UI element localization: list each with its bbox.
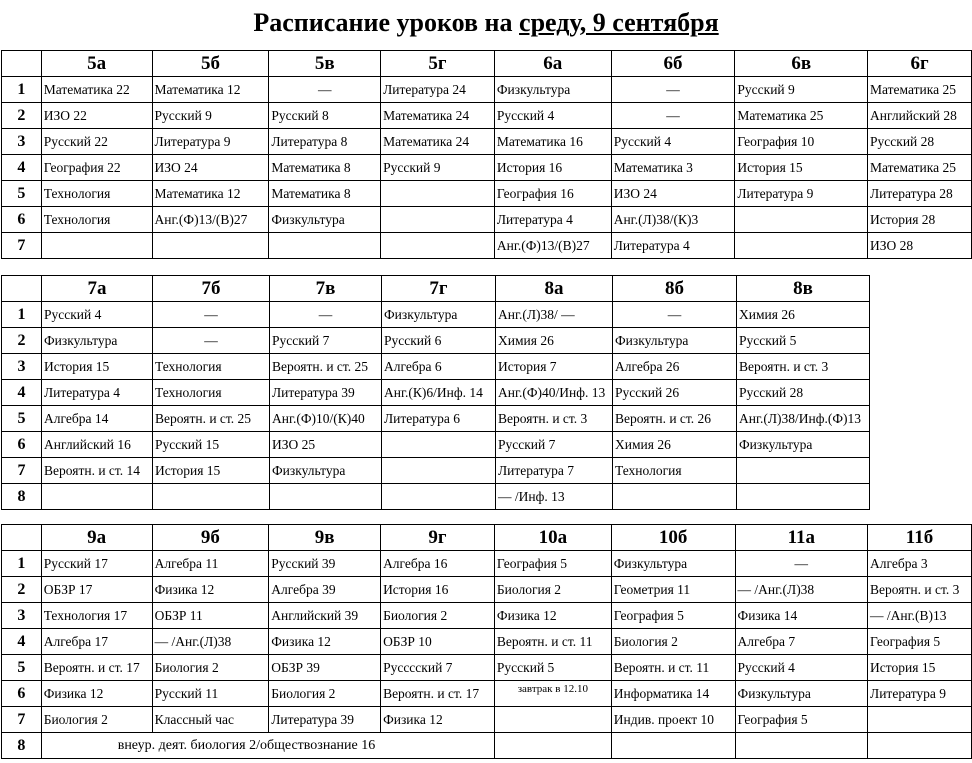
class-header: 9в [269, 525, 381, 551]
lesson-cell: Анг.(Л)38/(К)3 [611, 207, 735, 233]
lesson-row [2, 733, 972, 759]
lesson-cell: Русский 26 [613, 380, 737, 406]
lesson-cell: Математика 25 [868, 155, 972, 181]
class-header: 5г [381, 51, 495, 77]
lesson-cell: Алгебра 17 [41, 629, 152, 655]
lesson-cell: Вероятн. и ст. 3 [737, 354, 870, 380]
lesson-cell: Вероятн. и ст. 3 [868, 577, 972, 603]
lesson-number: 7 [2, 233, 42, 259]
lesson-cell: Информатика 14 [611, 681, 735, 707]
lesson-cell: ОБЗР 17 [41, 577, 152, 603]
lesson-cell: — /Анг.(В)13 [868, 603, 972, 629]
lesson-cell: География 22 [41, 155, 152, 181]
class-header: 7в [270, 276, 382, 302]
class-header: 7б [153, 276, 270, 302]
lesson-row [2, 458, 870, 484]
lesson-number: 5 [2, 406, 42, 432]
lesson-cell [381, 207, 495, 233]
lesson-cell: Литература 28 [868, 181, 972, 207]
lesson-cell: — /Инф. 13 [496, 484, 613, 510]
corner-cell [2, 51, 42, 77]
lesson-number: 2 [2, 328, 42, 354]
header-row [2, 51, 972, 77]
lesson-cell: Анг.(Л)38/ — [496, 302, 613, 328]
lesson-cell: — [269, 77, 381, 103]
lesson-cell: Литература 39 [270, 380, 382, 406]
lesson-cell: — [270, 302, 382, 328]
lesson-cell: История 15 [42, 354, 153, 380]
lesson-cell: Физика 12 [152, 577, 269, 603]
lesson-cell: ОБЗР 10 [381, 629, 495, 655]
lesson-cell: Анг.(Ф)40/Инф. 13 [496, 380, 613, 406]
lesson-cell: Алгебра 16 [381, 551, 495, 577]
lesson-cell: Анг.(К)6/Инф. 14 [382, 380, 496, 406]
lesson-cell: Индив. проект 10 [611, 707, 735, 733]
lesson-cell: Физика 12 [494, 603, 611, 629]
lesson-number: 5 [2, 655, 42, 681]
lesson-cell: — [613, 302, 737, 328]
lesson-cell: География 5 [868, 629, 972, 655]
lesson-cell [269, 233, 381, 259]
lesson-cell [153, 484, 270, 510]
lesson-cell [42, 484, 153, 510]
lesson-cell: Математика 24 [381, 103, 495, 129]
lesson-cell: — /Анг.(Л)38 [735, 577, 868, 603]
lesson-cell: Технология 17 [41, 603, 152, 629]
lesson-cell: Русский 11 [152, 681, 269, 707]
lesson-cell: Алгебра 26 [613, 354, 737, 380]
lesson-number: 1 [2, 551, 42, 577]
corner-cell [2, 525, 42, 551]
lesson-cell: Технология [613, 458, 737, 484]
header-row [2, 525, 972, 551]
lesson-cell: Вероятн. и ст. 11 [494, 629, 611, 655]
lesson-cell [735, 207, 868, 233]
lesson-cell: Русский 39 [269, 551, 381, 577]
lesson-cell: Классный час [152, 707, 269, 733]
lesson-cell: Геометрия 11 [611, 577, 735, 603]
lesson-cell: Химия 26 [613, 432, 737, 458]
lesson-cell: Литература 39 [269, 707, 381, 733]
lesson-cell: Анг.(Л)38/Инф.(Ф)13 [737, 406, 870, 432]
schedule-table-7-8 [1, 275, 870, 510]
lesson-number: 3 [2, 354, 42, 380]
lesson-cell: Технология [153, 354, 270, 380]
lesson-row [2, 233, 972, 259]
lesson-cell: История 7 [496, 354, 613, 380]
lesson-cell: География 5 [611, 603, 735, 629]
lesson-cell: География 16 [494, 181, 611, 207]
lesson-cell [382, 432, 496, 458]
lesson-number: 3 [2, 603, 42, 629]
schedule-table-5-6 [1, 50, 972, 259]
lesson-cell [735, 733, 868, 759]
lesson-cell: Литература 9 [868, 681, 972, 707]
class-header: 6г [868, 51, 972, 77]
lesson-number: 6 [2, 432, 42, 458]
lesson-row [2, 155, 972, 181]
lesson-cell: Математика 3 [611, 155, 735, 181]
lesson-cell: Русский 17 [41, 551, 152, 577]
lesson-cell: Физкультура [735, 681, 868, 707]
lesson-cell: Русский 5 [494, 655, 611, 681]
lesson-cell: Литература 8 [269, 129, 381, 155]
lesson-cell [381, 233, 495, 259]
lesson-number: 1 [2, 302, 42, 328]
lesson-cell: Литература 4 [494, 207, 611, 233]
lesson-cell: Математика 12 [152, 181, 269, 207]
lesson-cell: ИЗО 28 [868, 233, 972, 259]
lesson-cell: ИЗО 25 [270, 432, 382, 458]
lesson-row [2, 681, 972, 707]
extracurricular-note: внеур. деят. биология 2/обществознание 16 [41, 733, 494, 759]
lesson-cell: Русский 4 [42, 302, 153, 328]
lesson-cell: Алгебра 39 [269, 577, 381, 603]
class-header: 6б [611, 51, 735, 77]
lesson-cell: Математика 8 [269, 155, 381, 181]
lesson-cell: История 28 [868, 207, 972, 233]
lesson-cell: — [611, 77, 735, 103]
lesson-cell [270, 484, 382, 510]
lesson-number: 8 [2, 733, 42, 759]
lesson-cell: Вероятн. и ст. 11 [611, 655, 735, 681]
lesson-cell: Русский 15 [153, 432, 270, 458]
lesson-row [2, 551, 972, 577]
lesson-cell: Литература 4 [42, 380, 153, 406]
lesson-cell: Математика 12 [152, 77, 269, 103]
class-header: 11а [735, 525, 868, 551]
lesson-row [2, 484, 870, 510]
lesson-cell [494, 733, 611, 759]
lesson-cell: Технология [41, 207, 152, 233]
lesson-cell: Биология 2 [41, 707, 152, 733]
lesson-cell: Вероятн. и ст. 26 [613, 406, 737, 432]
header-row [2, 276, 870, 302]
lesson-cell: Анг.(Ф)13/(В)27 [152, 207, 269, 233]
lesson-cell: История 15 [153, 458, 270, 484]
lesson-cell: Алгебра 14 [42, 406, 153, 432]
title-day: среду, 9 сентября [519, 8, 719, 37]
lesson-cell: Физкультура [269, 207, 381, 233]
lesson-cell: Физкультура [611, 551, 735, 577]
class-header: 8б [613, 276, 737, 302]
lesson-row [2, 577, 972, 603]
class-header: 5в [269, 51, 381, 77]
lesson-cell: Химия 26 [737, 302, 870, 328]
lesson-row [2, 629, 972, 655]
lesson-row [2, 707, 972, 733]
class-header: 6а [494, 51, 611, 77]
lesson-cell: Математика 8 [269, 181, 381, 207]
class-header: 7а [42, 276, 153, 302]
lesson-cell: Вероятн. и ст. 14 [42, 458, 153, 484]
lesson-cell: Математика 24 [381, 129, 495, 155]
lesson-cell: Вероятн. и ст. 17 [381, 681, 495, 707]
lesson-cell: Физкультура [494, 77, 611, 103]
lesson-cell: Математика 16 [494, 129, 611, 155]
lesson-cell: Вероятн. и ст. 25 [270, 354, 382, 380]
lesson-number: 8 [2, 484, 42, 510]
lesson-cell: Физкультура [613, 328, 737, 354]
lesson-cell: Математика 22 [41, 77, 152, 103]
lesson-cell: Биология 2 [269, 681, 381, 707]
lesson-cell: ОБЗР 11 [152, 603, 269, 629]
lesson-number: 4 [2, 380, 42, 406]
class-header: 8а [496, 276, 613, 302]
class-header: 9г [381, 525, 495, 551]
lesson-cell: Английский 39 [269, 603, 381, 629]
page-title [0, 8, 972, 38]
lesson-cell: Русссский 7 [381, 655, 495, 681]
class-header: 6в [735, 51, 868, 77]
lesson-cell: завтрак в 12.10 [494, 681, 611, 707]
lesson-cell: Биология 2 [494, 577, 611, 603]
class-header: 10б [611, 525, 735, 551]
lesson-row [2, 406, 870, 432]
lesson-row [2, 207, 972, 233]
lesson-cell: Физика 12 [41, 681, 152, 707]
class-header: 9б [152, 525, 269, 551]
lesson-row [2, 77, 972, 103]
lesson-cell: Русский 9 [152, 103, 269, 129]
lesson-cell: Физкультура [42, 328, 153, 354]
lesson-cell: Алгебра 7 [735, 629, 868, 655]
lesson-cell: Русский 9 [381, 155, 495, 181]
lesson-cell: — [153, 302, 270, 328]
lesson-cell: Русский 4 [494, 103, 611, 129]
title-prefix: Расписание уроков на [253, 8, 520, 37]
schedule-table-9-11 [1, 524, 972, 759]
lesson-cell: Алгебра 3 [868, 551, 972, 577]
lesson-cell [613, 484, 737, 510]
lesson-cell: География 5 [735, 707, 868, 733]
lesson-cell: Литература 9 [735, 181, 868, 207]
lesson-cell: Математика 25 [868, 77, 972, 103]
lesson-cell: ОБЗР 39 [269, 655, 381, 681]
lesson-cell: Вероятн. и ст. 17 [41, 655, 152, 681]
lesson-cell [152, 233, 269, 259]
lesson-cell: Английский 16 [42, 432, 153, 458]
class-header: 7г [382, 276, 496, 302]
lesson-cell: История 15 [735, 155, 868, 181]
lesson-number: 7 [2, 707, 42, 733]
lesson-cell: — [611, 103, 735, 129]
lesson-cell: Вероятн. и ст. 3 [496, 406, 613, 432]
lesson-cell [41, 233, 152, 259]
lesson-cell: Русский 9 [735, 77, 868, 103]
class-header: 10а [494, 525, 611, 551]
lesson-number: 6 [2, 207, 42, 233]
lesson-cell [737, 484, 870, 510]
lesson-cell [868, 733, 972, 759]
lesson-number: 2 [2, 103, 42, 129]
lesson-cell: Вероятн. и ст. 25 [153, 406, 270, 432]
lesson-cell: География 10 [735, 129, 868, 155]
lesson-cell: Технология [153, 380, 270, 406]
corner-cell [2, 276, 42, 302]
lesson-cell: История 16 [381, 577, 495, 603]
lesson-cell: Физика 12 [381, 707, 495, 733]
class-header: 11б [868, 525, 972, 551]
lesson-cell: Русский 4 [735, 655, 868, 681]
lesson-cell: История 16 [494, 155, 611, 181]
lesson-cell: Английский 28 [868, 103, 972, 129]
lesson-number: 4 [2, 629, 42, 655]
lesson-cell: Математика 25 [735, 103, 868, 129]
lesson-cell: Физкультура [382, 302, 496, 328]
lesson-cell: Русский 28 [737, 380, 870, 406]
lesson-number: 6 [2, 681, 42, 707]
lesson-row [2, 302, 870, 328]
lesson-number: 4 [2, 155, 42, 181]
lesson-row [2, 380, 870, 406]
class-header: 5б [152, 51, 269, 77]
lesson-cell: Русский 28 [868, 129, 972, 155]
lesson-cell: Русский 7 [270, 328, 382, 354]
lesson-cell: Физика 14 [735, 603, 868, 629]
lesson-cell: Литература 7 [496, 458, 613, 484]
class-header: 8в [737, 276, 870, 302]
lesson-cell: Физкультура [737, 432, 870, 458]
lesson-cell: Физкультура [270, 458, 382, 484]
lesson-cell [868, 707, 972, 733]
lesson-cell: Алгебра 11 [152, 551, 269, 577]
lesson-number: 2 [2, 577, 42, 603]
lesson-cell [382, 458, 496, 484]
lesson-cell: Физика 12 [269, 629, 381, 655]
lesson-row [2, 103, 972, 129]
lesson-cell: ИЗО 22 [41, 103, 152, 129]
lesson-cell: Русский 22 [41, 129, 152, 155]
lesson-cell: — [735, 551, 868, 577]
lesson-cell: Литература 4 [611, 233, 735, 259]
lesson-cell: Алгебра 6 [382, 354, 496, 380]
lesson-cell: Литература 9 [152, 129, 269, 155]
lesson-row [2, 328, 870, 354]
lesson-cell: Русский 5 [737, 328, 870, 354]
class-header: 9а [41, 525, 152, 551]
lesson-cell [494, 707, 611, 733]
lesson-cell [611, 733, 735, 759]
lesson-cell [381, 181, 495, 207]
lesson-cell: — /Анг.(Л)38 [152, 629, 269, 655]
lesson-cell: Литература 24 [381, 77, 495, 103]
lesson-cell: Технология [41, 181, 152, 207]
lesson-cell: Химия 26 [496, 328, 613, 354]
lesson-cell: — [153, 328, 270, 354]
lesson-cell: Анг.(Ф)13/(В)27 [494, 233, 611, 259]
lesson-row [2, 129, 972, 155]
lesson-number: 3 [2, 129, 42, 155]
lesson-row [2, 655, 972, 681]
lesson-cell: Литература 6 [382, 406, 496, 432]
lesson-cell: Русский 7 [496, 432, 613, 458]
lesson-number: 1 [2, 77, 42, 103]
lesson-cell: Биология 2 [611, 629, 735, 655]
lesson-number: 7 [2, 458, 42, 484]
lesson-cell [382, 484, 496, 510]
lesson-cell: ИЗО 24 [152, 155, 269, 181]
lesson-cell: ИЗО 24 [611, 181, 735, 207]
lesson-cell: География 5 [494, 551, 611, 577]
lesson-cell: Биология 2 [152, 655, 269, 681]
lesson-row [2, 603, 972, 629]
lesson-cell: Русский 4 [611, 129, 735, 155]
lesson-cell [735, 233, 868, 259]
lesson-cell [737, 458, 870, 484]
lesson-number: 5 [2, 181, 42, 207]
lesson-cell: История 15 [868, 655, 972, 681]
lesson-cell: Русский 8 [269, 103, 381, 129]
lesson-row [2, 181, 972, 207]
lesson-row [2, 354, 870, 380]
lesson-row [2, 432, 870, 458]
lesson-cell: Русский 6 [382, 328, 496, 354]
lesson-cell: Анг.(Ф)10/(К)40 [270, 406, 382, 432]
lesson-cell: Биология 2 [381, 603, 495, 629]
class-header: 5а [41, 51, 152, 77]
